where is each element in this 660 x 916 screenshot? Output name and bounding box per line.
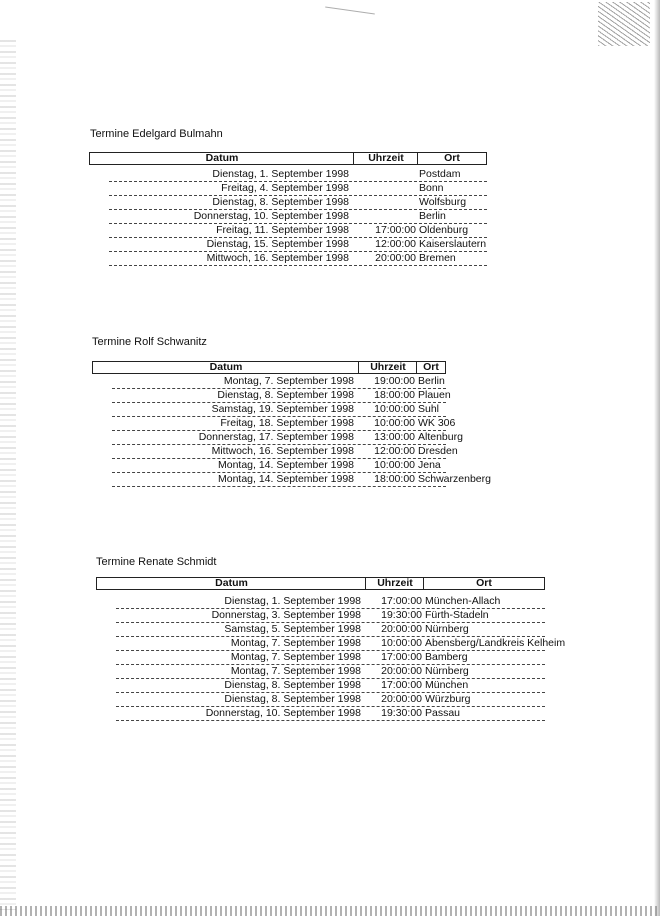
cell-datum: Donnerstag, 10. September 1998: [205, 707, 361, 719]
cell-ort: München: [425, 679, 469, 691]
cell-uhrzeit: 17:00:00: [381, 679, 422, 691]
cell-datum: Mittwoch, 16. September 1998: [211, 445, 354, 457]
table-row: [89, 252, 487, 266]
cell-datum: Dienstag, 8. September 1998: [212, 196, 349, 208]
table-row: [96, 609, 545, 623]
cell-uhrzeit: [353, 168, 416, 181]
table-row: [89, 210, 487, 224]
column-separator: [423, 578, 424, 589]
cell-ort: WK 306: [418, 417, 456, 429]
cell-ort: Passau: [425, 707, 461, 719]
cell-datum: Dienstag, 8. September 1998: [217, 389, 354, 401]
table-row: [96, 693, 545, 707]
cell-datum: Samstag, 5. September 1998: [224, 623, 361, 635]
cell-ort: Schwarzenberg: [418, 473, 491, 485]
cell-datum: Samstag, 19. September 1998: [211, 403, 354, 415]
cell-ort: Abensberg/Landkreis Kelheim: [425, 637, 566, 649]
cell-uhrzeit: 19:00:00: [374, 375, 415, 387]
column-header-uhrzeit: Uhrzeit: [377, 577, 413, 589]
cell-ort: Wolfsburg: [419, 196, 467, 208]
table-row: [92, 375, 446, 389]
cell-uhrzeit: 19:30:00: [381, 707, 422, 719]
cell-datum: Dienstag, 1. September 1998: [224, 595, 361, 607]
table-row: [89, 182, 487, 196]
cell-datum: Donnerstag, 3. September 1998: [211, 609, 361, 621]
cell-uhrzeit: 20:00:00: [381, 665, 422, 677]
cell-ort: Bonn: [419, 182, 444, 194]
column-header-ort: Ort: [476, 577, 492, 589]
cell-ort: Nürnberg: [425, 665, 469, 677]
column-separator: [353, 153, 354, 164]
table-row: [92, 417, 456, 431]
table-row: [96, 707, 545, 721]
cell-datum: Dienstag, 8. September 1998: [224, 679, 361, 691]
table-row: [89, 168, 487, 182]
cell-datum: Montag, 14. September 1998: [217, 473, 354, 485]
cell-datum: Montag, 7. September 1998: [230, 665, 361, 677]
column-header-ort: Ort: [444, 152, 460, 164]
table-row: [96, 679, 545, 693]
column-separator: [417, 153, 418, 164]
cell-ort: Jena: [418, 459, 441, 471]
cell-ort: Berlin: [419, 210, 446, 222]
cell-ort: Dresden: [418, 445, 458, 457]
cell-ort: Altenburg: [418, 431, 463, 443]
cell-ort: Kaiserslautern: [419, 238, 487, 250]
cell-uhrzeit: 10:00:00: [374, 403, 415, 415]
scan-corner-smudge: [598, 2, 650, 46]
table-row: [92, 459, 446, 473]
column-separator: [365, 578, 366, 589]
table-row: [92, 445, 458, 459]
cell-ort: Postdam: [419, 168, 461, 180]
cell-uhrzeit: 20:00:00: [375, 252, 416, 264]
table-row: [92, 473, 491, 487]
cell-ort: Suhl: [418, 403, 440, 415]
cell-ort: Bremen: [419, 252, 456, 264]
column-header-ort: Ort: [423, 361, 439, 373]
cell-datum: Dienstag, 8. September 1998: [224, 693, 361, 705]
cell-uhrzeit: 20:00:00: [381, 623, 422, 635]
scan-edge-right: [654, 0, 660, 916]
cell-uhrzeit: 20:00:00: [381, 693, 422, 705]
cell-datum: Montag, 7. September 1998: [230, 637, 361, 649]
section-title: Termine Edelgard Bulmahn: [90, 128, 223, 140]
table-header: [89, 152, 487, 165]
cell-ort: Plauen: [418, 389, 451, 401]
table-header: [92, 361, 446, 374]
table-row: [96, 665, 545, 679]
row-underline: [112, 486, 446, 487]
cell-uhrzeit: 10:00:00: [374, 459, 415, 471]
row-underline: [109, 265, 487, 266]
scan-bottom-smudge: [0, 906, 660, 916]
cell-uhrzeit: [353, 182, 416, 195]
cell-uhrzeit: 12:00:00: [374, 445, 415, 457]
table-row: [92, 403, 446, 417]
scan-edge-left: [0, 40, 16, 910]
cell-uhrzeit: 12:00:00: [375, 238, 416, 250]
table-header: [96, 577, 545, 590]
table-row: [92, 389, 451, 403]
cell-uhrzeit: 19:30:00: [381, 609, 422, 621]
column-header-datum: Datum: [215, 577, 248, 589]
section-title: Termine Rolf Schwanitz: [92, 336, 207, 348]
row-underline: [116, 720, 545, 721]
column-separator: [358, 362, 359, 373]
cell-datum: Freitag, 4. September 1998: [221, 182, 349, 194]
cell-ort: Oldenburg: [419, 224, 469, 236]
column-header-uhrzeit: Uhrzeit: [368, 152, 404, 164]
cell-datum: Dienstag, 1. September 1998: [212, 168, 349, 180]
cell-uhrzeit: 17:00:00: [375, 224, 416, 236]
cell-uhrzeit: 17:00:00: [381, 651, 422, 663]
cell-datum: Montag, 14. September 1998: [217, 459, 354, 471]
scan-streak: [325, 7, 375, 15]
cell-uhrzeit: 10:00:00: [381, 637, 422, 649]
cell-datum: Donnerstag, 10. September 1998: [193, 210, 349, 222]
cell-datum: Dienstag, 15. September 1998: [206, 238, 349, 250]
cell-uhrzeit: 13:00:00: [374, 431, 415, 443]
table-row: [89, 238, 487, 252]
cell-uhrzeit: [353, 196, 416, 209]
column-header-uhrzeit: Uhrzeit: [370, 361, 406, 373]
table-row: [96, 623, 545, 637]
cell-uhrzeit: 18:00:00: [374, 473, 415, 485]
cell-ort: Bamberg: [425, 651, 468, 663]
cell-datum: Montag, 7. September 1998: [223, 375, 354, 387]
cell-ort: München-Allach: [425, 595, 501, 607]
table-row: [96, 595, 545, 609]
cell-datum: Montag, 7. September 1998: [230, 651, 361, 663]
cell-ort: Nürnberg: [425, 623, 469, 635]
cell-datum: Donnerstag, 17. September 1998: [198, 431, 354, 443]
cell-uhrzeit: [353, 210, 416, 223]
cell-ort: Würzburg: [425, 693, 471, 705]
table-row: [89, 224, 487, 238]
cell-uhrzeit: 17:00:00: [381, 595, 422, 607]
table-row: [96, 651, 545, 665]
cell-uhrzeit: 18:00:00: [374, 389, 415, 401]
cell-datum: Freitag, 18. September 1998: [220, 417, 354, 429]
column-header-datum: Datum: [205, 152, 239, 164]
column-separator: [416, 362, 417, 373]
table-row: [96, 637, 566, 651]
cell-uhrzeit: 10:00:00: [374, 417, 415, 429]
table-row: [89, 196, 487, 210]
cell-datum: Freitag, 11. September 1998: [216, 224, 349, 236]
column-header-datum: Datum: [209, 361, 243, 373]
table-row: [92, 431, 463, 445]
cell-ort: Berlin: [418, 375, 445, 387]
cell-ort: Fürth-Stadeln: [425, 609, 489, 621]
section-title: Termine Renate Schmidt: [96, 556, 217, 568]
cell-datum: Mittwoch, 16. September 1998: [206, 252, 349, 264]
